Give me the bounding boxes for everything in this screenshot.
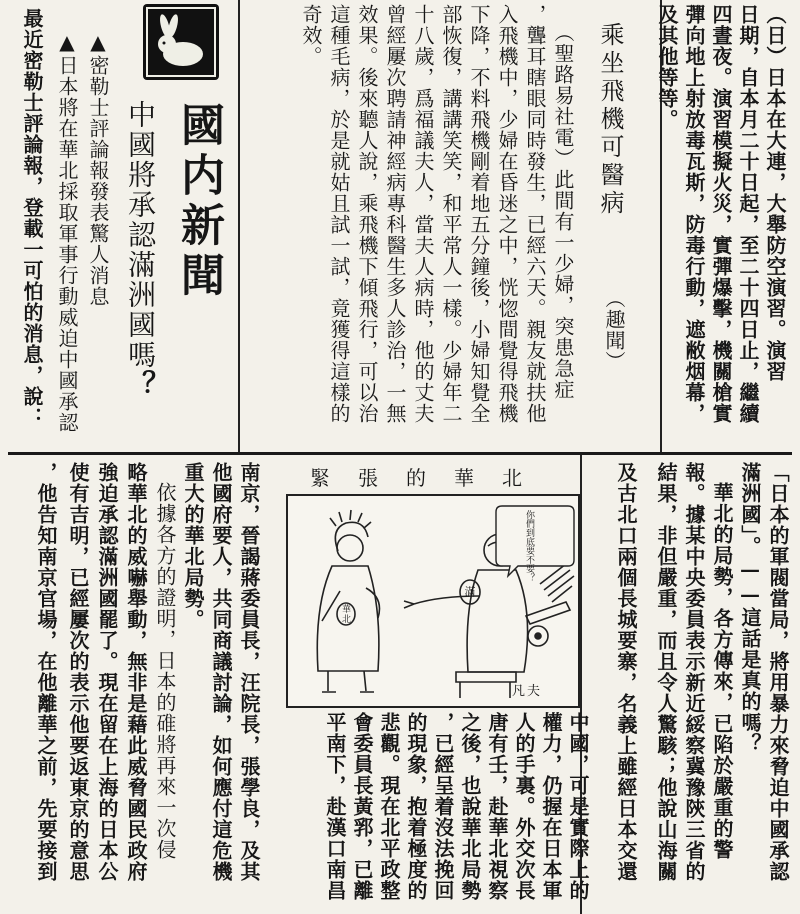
cartoon-signature: 凡夫 [512, 684, 543, 699]
text-column: 效果。後來聽人說，乘飛機下傾飛行，可以治 [355, 4, 379, 424]
note-line: 最近密勒士評論報，登載一可怕的消息，說： [20, 8, 44, 428]
section-subhead [124, 100, 157, 400]
text-column: 彈向地上射放毒瓦斯，防毒行動，遮敝烟幕， [682, 4, 706, 424]
text-column: 略華北的威嚇舉動，無非是藉此威脅國民政府 [124, 462, 148, 882]
text-column: 奇效。 [299, 4, 323, 67]
text-column: 下降，不料飛機剛着地五分鐘後，小婦知覺全 [467, 4, 491, 424]
text-column: 曾經屢次聘請神經病專科醫生多人診治，一無 [383, 4, 407, 424]
text-column: 華北的局勢，各方傳來，已陷於嚴重的警 [710, 482, 734, 860]
note-line: ▲日本將在華北採取軍事行動威迫中國承認 [55, 30, 79, 433]
text-column: 重大的華北局勢。 [181, 462, 205, 630]
text-column: 四晝夜。演習模擬火災，實彈爆擊，機關槍實 [709, 4, 733, 424]
article-title: 乘坐飛機可醫病 [596, 22, 624, 218]
text-column: 滿洲國」。——這話是真的嗎？ [738, 462, 762, 754]
text-column: 權力，仍握在日本軍 [539, 712, 563, 901]
text-column: 平南下，赴漢口南昌 [323, 712, 347, 901]
subhead-question-mark: ？ [124, 370, 157, 400]
subhead-text: 中國將承認滿洲國嗎 [124, 100, 157, 370]
text-column: 入飛機中，少婦在昏迷之中，恍惚間覺得飛機 [495, 4, 519, 424]
text-column: 結果，非但嚴重，而且令人驚駭；他說山海關 [654, 462, 678, 882]
text-column: 十八歲，爲福議夫人，當夫人病時，他的丈夫 [411, 4, 435, 424]
text-column: 南京，晉謁蔣委員長，汪院長，張學良，及其 [237, 462, 261, 882]
text-column: 悲觀。現在北平政整 [377, 712, 401, 901]
cartoon-label-manchuria: 滿 [463, 586, 476, 598]
text-column: 中國，可是實際上的 [566, 712, 590, 901]
cartoon-title-text: 緊張的華北 [310, 466, 550, 490]
text-column: 及古北口兩個長城要寨，名義上雖經日本交還 [614, 462, 638, 882]
cartoon-label-north-china: 華北 [340, 604, 350, 624]
text-column: 「日本的軍閥當局，將用暴力來脅迫中國承認 [766, 462, 790, 882]
text-column: ，已經呈着沒法挽回 [431, 712, 455, 901]
text-column: 部恢復，講講笑笑，和平常人一樣。少婦年二 [439, 4, 463, 424]
rabbit-logo-icon [143, 4, 219, 80]
text-column: 唐有壬，赴華北視察 [485, 712, 509, 901]
text-column: 之後，也說華北局勢 [458, 712, 482, 901]
text-column: 人的手裏。外交次長 [512, 712, 536, 901]
note-line: ▲密勒士評論報發表驚人消息 [86, 30, 110, 307]
cartoon-drawing [288, 496, 578, 706]
section-headline: 國内新聞 [173, 102, 224, 302]
text-column: 使有吉明，已經屢次的表示他要返東京的意思 [66, 462, 90, 882]
cartoon-frame [286, 494, 580, 708]
divider-top-left [238, 0, 240, 452]
text-column: （日）日本在大連，大舉防空演習。演習 [763, 4, 787, 382]
text-column: 會委員長黃郛，已離 [350, 712, 374, 901]
text-column: 這種毛病，於是就姑且試一試，竟獲得這樣的 [327, 4, 351, 424]
cartoon-title [300, 462, 560, 491]
text-column: 他國府要人，共同商議討論，如何應付這危機 [209, 462, 233, 882]
speech-bubble-text: 你們到底要不要？ [524, 510, 534, 582]
text-column: 強迫承認滿洲國罷了。現在留在上海的日本公 [95, 462, 119, 882]
article-tag: （趣聞） [602, 288, 626, 372]
text-column: ，聾耳瞎眼同時發生，已經六天。親友就扶他 [523, 4, 547, 424]
text-column: （聖路易社電）此間有一少婦，突患急症 [551, 22, 575, 400]
text-column: 依據各方的證明，日本的碓將再來一次侵 [153, 482, 177, 860]
text-column: ，他告知南京官場，在他離華之前，先要接到 [34, 462, 58, 882]
text-column: 報。據某中央委員表示新近綏察冀豫陝三省的 [682, 462, 706, 882]
text-column: 及其他等等。 [655, 4, 679, 130]
horizontal-divider [8, 452, 792, 455]
text-column: 的現象，抱着極度的 [404, 712, 428, 901]
text-column: 日期，自本月二十日起，至二十四日止，繼續 [736, 4, 760, 424]
